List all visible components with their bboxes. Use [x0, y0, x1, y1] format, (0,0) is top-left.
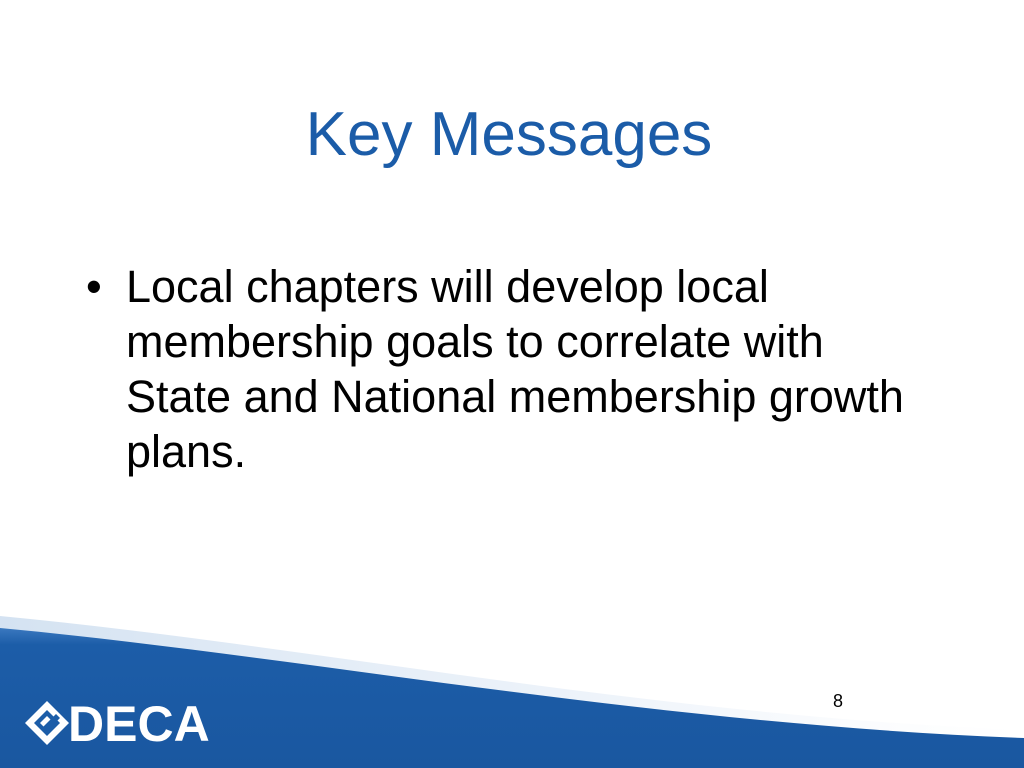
deca-logo [25, 696, 225, 752]
bullet-item [86, 259, 926, 479]
logo-text: DECA [68, 696, 210, 752]
page-number: 8 [833, 691, 844, 711]
bullet-text: Local chapters will develop local membership goals to correlate with State and National membership growth plans. [126, 261, 904, 477]
deca-diamond-icon [25, 701, 69, 745]
slide-title: Key Messages [305, 100, 713, 169]
bullet-marker: • [86, 261, 102, 312]
bullet-list [86, 259, 926, 479]
